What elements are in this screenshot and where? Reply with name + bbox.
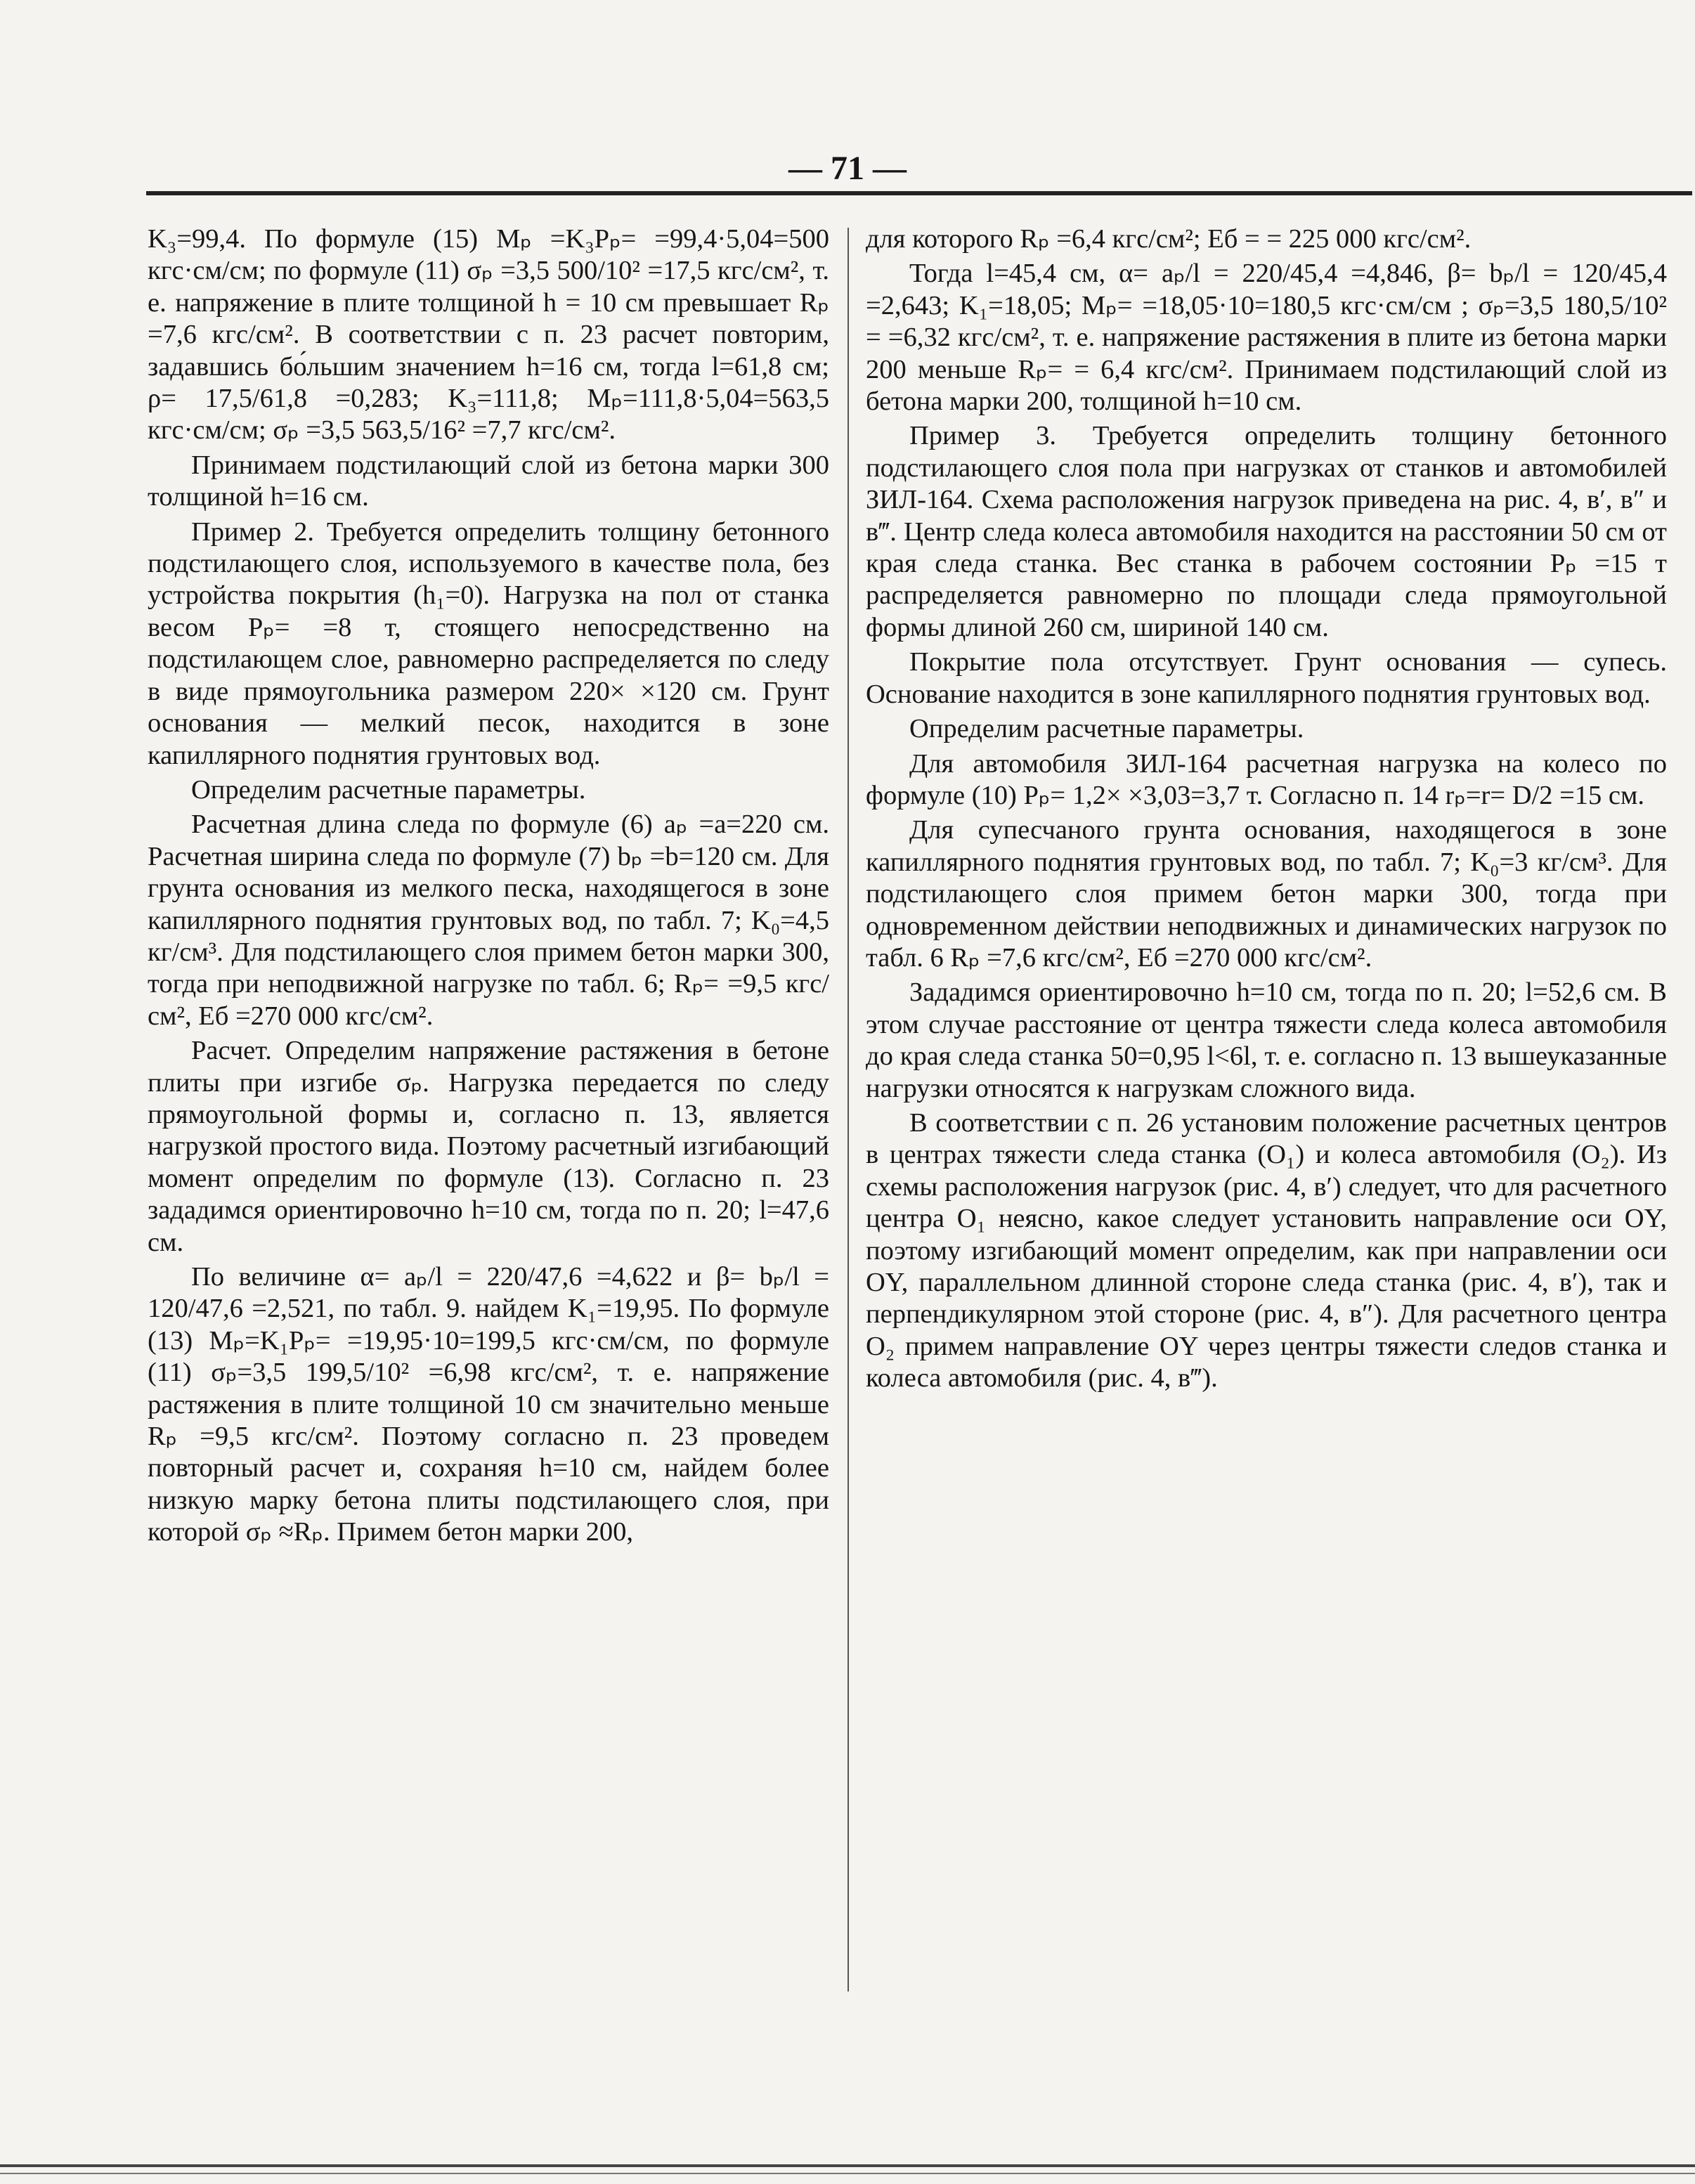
right-column [866,223,1667,1398]
paragraph: Расчет. Определим напряжение растяжения в бетоне плиты при изгибе σₚ. Нагрузка передается по следу прямоугольной формы и, согласно п. 13, является нагрузкой простого вида. Поэтому расчетный изгибающий момент определим по формуле (13). Согласно п. 23 зададимся ориентировочно h=10 см, тогда по п. 20; l=47,6 см. [148,1036,829,1257]
paragraph: Принимаем подстилающий слой из бетона марки 300 толщиной h=16 см. [148,450,829,512]
paragraph: В соответствии с п. 26 установим положение расчетных центров в центрах тяжести следа станка (O₁) и колеса автомобиля (O₂). Из схемы расположения нагрузок (рис. 4, в′) следует, что для расчетного центра O₁ неясно, какое следует установить направление оси OY, поэтому изгибающий момент определим, как при направлении оси OY, параллельном длинной стороне следа станка (рис. 4, в′), так и перпендикулярном этой стороне (рис. 4, в″). Для расчетного центра O₂ примем направление OY через центры тяжести следов станка и колеса автомобиля (рис. 4, в‴). [866,1107,1667,1393]
paragraph: По величине α= aₚ/l = 220/47,6 =4,622 и β= bₚ/l = 120/47,6 =2,521, по табл. 9. найдем K₁=19,95. По формуле (13) Mₚ=K₁Pₚ= =19,95·10=199,5 кгс·см/см, по формуле (11) σₚ=3,5 199,5/10² =6,98 кгс/см², т. е. напряжение растяжения в плите толщиной 10 см значительно меньше Rₚ =9,5 кгс/см². Поэтому согласно п. 23 проведем повторный расчет и, сохраняя h=10 см, найдем более низкую марку бетона плиты подстилающего слоя, при которой σₚ ≈Rₚ. Примем бетон марки 200, [148,1262,829,1547]
paragraph: K₃=99,4. По формуле (15) Mₚ =K₃Pₚ= =99,4·5,04=500 кгс·см/см; по формуле (11) σₚ =3,5 500/10² =17,5 кгс/см², т. е. напряжение в плите толщиной h = 10 см превышает Rₚ =7,6 кгс/см². В соответствии с п. 23 расчет повторим, задавшись бо́льшим значением h=16 см, тогда l=61,8 см; ρ= 17,5/61,8 =0,283; K₃=111,8; Mₚ=111,8·5,04=563,5 кгс·см/см; σₚ =3,5 563,5/16² =7,7 кгс/см². [148,224,829,446]
header-rule [146,191,1692,195]
paragraph: для которого Rₚ =6,4 кгс/см²; Eб = = 225 000 кгс/см². [866,224,1472,254]
paragraph: Зададимся ориентировочно h=10 см, тогда по п. 20; l=52,6 см. В этом случае расстояние от центра тяжести следа колеса автомобиля до края следа станка 50=0,95 l<6l, т. е. согласно п. 13 вышеуказанные нагрузки относятся к нагрузкам сложного вида. [866,977,1667,1103]
paragraph: Покрытие пола отсутствует. Грунт основания — супесь. Основание находится в зоне капиллярного поднятия грунтовых вод. [866,647,1667,709]
paragraph: Для автомобиля ЗИЛ-164 расчетная нагрузка на колесо по формуле (10) Pₚ= 1,2× ×3,03=3,7 т. Согласно п. 14 rₚ=r= D/2 =15 см. [866,748,1667,810]
paragraph: Определим расчетные параметры. [909,714,1304,744]
column-divider [848,228,849,1991]
paragraph: Расчетная длина следа по формуле (6) aₚ =a=220 см. Расчетная ширина следа по формуле (7) bₚ =b=120 см. Для грунта основания из мелкого песка, находящегося в зоне капиллярного поднятия грунтовых вод, по табл. 7; K₀=4,5 кг/см³. Для подстилающего слоя примем бетон марки 300, тогда при неподвижной нагрузке по табл. 6; Rₚ= =9,5 кгс/см², Eб =270 000 кгс/см². [148,810,829,1031]
scan-edge [0,2164,1695,2167]
paragraph: Для супесчаного грунта основания, находящегося в зоне капиллярного поднятия грунтовых вод, по табл. 7; K₀=3 кг/см³. Для подстилающего слоя примем бетон марки 300, тогда при одновременном действии неподвижных и динамических нагрузок по табл. 6 Rₚ =7,6 кгс/см², Eб =270 000 кгс/см². [866,815,1667,973]
paragraph: Тогда l=45,4 см, α= aₚ/l = 220/45,4 =4,846, β= bₚ/l = 120/45,4 =2,643; K₁=18,05; Mₚ= =18,05·10=180,5 кгс·см/см ; σₚ=3,5 180,5/10² = =6,32 кгс/см², т. е. напряжение растяжения в плите из бетона марки 200 меньше Rₚ= = 6,4 кгс/см². Принимаем подстилающий слой из бетона марки 200, толщиной h=10 см. [866,259,1667,417]
page-number: — 71 — [788,150,907,187]
paragraph: Определим расчетные параметры. [191,774,586,805]
paragraph: Пример 3. Требуется определить толщину бетонного подстилающего слоя пола при нагрузках от станков и автомобилей ЗИЛ-164. Схема расположения нагрузок приведена на рис. 4, в′, в″ и в‴. Центр следа колеса автомобиля находится на расстоянии 50 см от края следа станка. Вес станка в рабочем состоянии Pₚ =15 т распределяется равномерно по площади следа прямоугольной формы длиной 260 см, шириной 140 см. [866,421,1667,642]
paragraph: Пример 2. Требуется определить толщину бетонного подстилающего слоя, используемого в качестве пола, без устройства покрытия (h₁=0). Нагрузка на пол от станка весом Pₚ= =8 т, стоящего непосредственно на подстилающем слое, равномерно распределяется по следу в виде прямоугольника размером 220× ×120 см. Грунт основания — мелкий песок, находится в зоне капиллярного поднятия грунтовых вод. [148,516,829,770]
scan-edge [0,2173,1695,2174]
left-column [148,223,829,1552]
